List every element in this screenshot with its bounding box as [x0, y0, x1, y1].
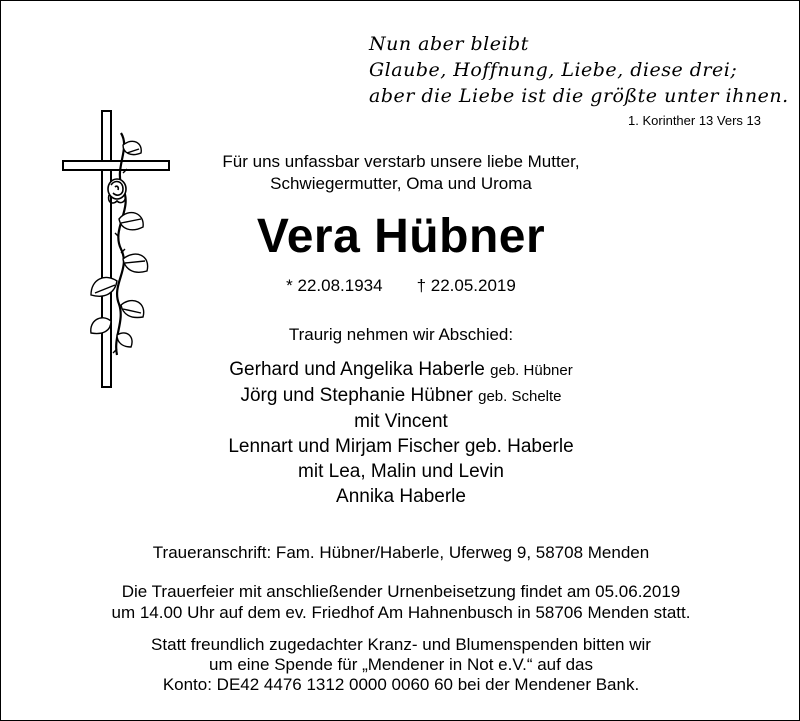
verse-line-3: aber die Liebe ist die größte unter ihnen. — [369, 85, 789, 107]
mourning-address: Traueranschrift: Fam. Hübner/Haberle, Uferweg 9, 58708 Menden — [152, 543, 650, 562]
family-member-name: Annika Haberle — [336, 486, 466, 507]
intro-text — [151, 151, 651, 195]
family-member-name: Lennart und Mirjam Fischer geb. Haberle — [228, 436, 574, 457]
family-member-name: mit Vincent — [354, 411, 448, 432]
family-line — [101, 484, 701, 509]
family-member-note: geb. Hübner — [490, 362, 573, 379]
family-member-name: Jörg und Stephanie Hübner — [240, 385, 473, 406]
family-member-note: geb. Schelte — [478, 388, 562, 405]
verse-line-2: Glaube, Hoffnung, Liebe, diese drei; — [369, 59, 738, 81]
family-member-name: mit Lea, Malin und Levin — [298, 461, 504, 482]
service-line-2: um 14.00 Uhr auf dem ev. Friedhof Am Hahnenbusch in 58706 Menden statt. — [111, 603, 691, 622]
life-dates — [151, 275, 651, 297]
bible-verse — [369, 31, 789, 109]
family-member-name: Gerhard und Angelika Haberle — [229, 359, 485, 380]
verse-line-1: Nun aber bleibt — [369, 33, 529, 55]
funeral-service-info — [51, 581, 751, 623]
family-line — [101, 383, 701, 409]
deceased-name: Vera Hübner — [256, 210, 546, 263]
family-line — [101, 434, 701, 459]
intro-line-2: Schwiegermutter, Oma und Uroma — [270, 174, 532, 193]
intro-line-1: Für uns unfassbar verstarb unsere liebe Mutter, — [222, 152, 580, 171]
death-date: † 22.05.2019 — [416, 276, 516, 295]
family-line — [101, 409, 701, 434]
family-line — [101, 459, 701, 484]
verse-source: 1. Korinther 13 Vers 13 — [628, 113, 761, 128]
farewell-text: Traurig nehmen wir Abschied: — [288, 325, 514, 344]
service-line-1: Die Trauerfeier mit anschließender Urnenbeisetzung findet am 05.06.2019 — [121, 582, 681, 601]
donation-line-1: Statt freundlich zugedachter Kranz- und Blumenspenden bitten wir — [151, 635, 651, 654]
family-line — [101, 357, 701, 383]
family-list — [101, 357, 701, 509]
birth-date: * 22.08.1934 — [286, 276, 383, 295]
donation-info — [51, 635, 751, 695]
donation-line-2: um eine Spende für „Mendener in Not e.V.“ auf das — [209, 655, 593, 674]
donation-line-3: Konto: DE42 4476 1312 0000 0060 60 bei der Mendener Bank. — [162, 675, 640, 694]
